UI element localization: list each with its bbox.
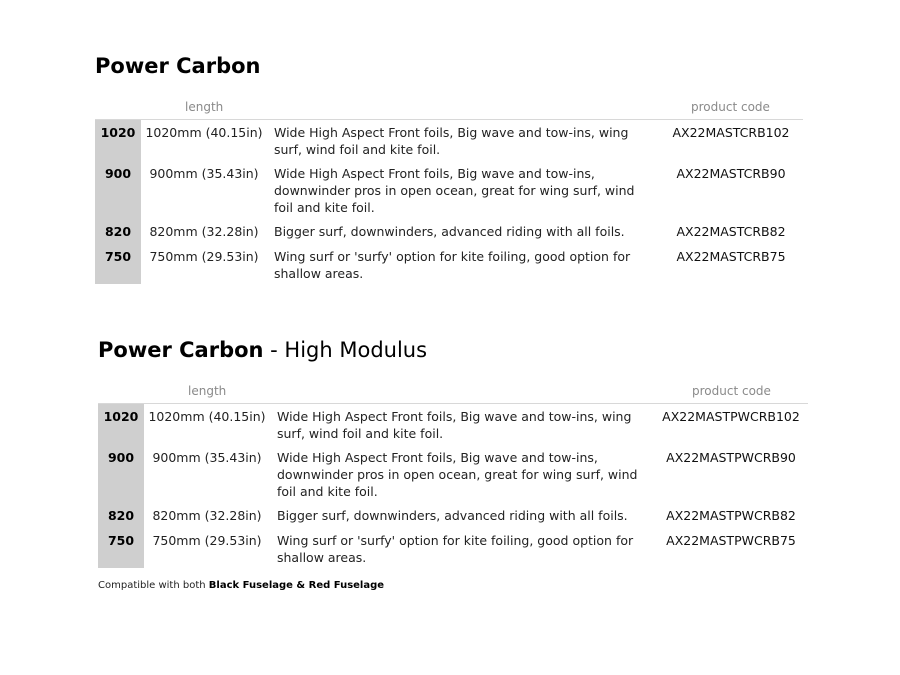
length-cell: 900mm (35.43in) [149,166,259,181]
power-carbon-high-modulus-table [98,336,810,576]
product-code-cell: AX22MASTCRB102 [672,125,790,140]
description-cell: Wide High Aspect Front foils, Big wave and tow-ins, downwinder pros in open ocean, great for wing surf, wind foil and kite foil. [274,166,635,215]
section-title-light: - High Modulus [263,338,428,362]
length-cell: 900mm (35.43in) [152,450,262,465]
length-cell: 1020mm (40.15in) [148,409,266,424]
length-header: length [188,384,227,398]
footnote-bold: Black Fuselage & Red Fuselage [208,580,385,591]
description-cell: Bigger surf, downwinders, advanced riding with all foils. [277,508,628,523]
product-code-cell: AX22MASTCRB75 [676,249,786,264]
product-code-cell: AX22MASTPWCRB102 [662,409,800,424]
section-title-bold: Power Carbon [98,338,264,362]
description-cell: Wide High Aspect Front foils, Big wave and tow-ins, wing surf, wind foil and kite foil. [274,125,629,157]
length-cell: 1020mm (40.15in) [145,125,263,140]
length-cell: 750mm (29.53in) [152,533,262,548]
section-title-bold: Power Carbon [95,54,261,78]
description-cell: Wide High Aspect Front foils, Big wave and tow-ins, wing surf, wind foil and kite foil. [277,409,632,441]
product-code-cell: AX22MASTCRB90 [676,166,786,181]
product-code-header: product code [692,384,771,398]
header-divider [95,119,803,120]
size-cell: 1020 [103,409,139,424]
length-cell: 750mm (29.53in) [149,249,259,264]
length-header: length [185,100,224,114]
size-cell: 750 [107,533,135,548]
size-cell: 1020 [100,125,136,140]
power-carbon-table [95,52,805,292]
size-cell: 750 [104,249,132,264]
length-cell: 820mm (32.28in) [152,508,262,523]
product-code-cell: AX22MASTPWCRB82 [666,508,796,523]
footnote-prefix: Compatible with both [98,580,209,591]
description-cell: Wide High Aspect Front foils, Big wave and tow-ins, downwinder pros in open ocean, great for wing surf, wind foil and kite foil. [277,450,638,499]
compatibility-footnote [98,580,384,591]
description-cell: Wing surf or 'surfy' option for kite foiling, good option for shallow areas. [274,249,631,281]
product-code-cell: AX22MASTPWCRB90 [666,450,796,465]
header-divider [98,403,808,404]
section-title [95,54,260,78]
size-cell: 820 [104,224,132,239]
size-cell: 820 [107,508,135,523]
description-cell: Bigger surf, downwinders, advanced riding with all foils. [274,224,625,239]
section-title [98,338,427,362]
product-code-header: product code [691,100,770,114]
size-cell: 900 [104,166,132,181]
product-code-cell: AX22MASTCRB82 [676,224,786,239]
product-code-cell: AX22MASTPWCRB75 [666,533,796,548]
description-cell: Wing surf or 'surfy' option for kite foiling, good option for shallow areas. [277,533,634,565]
size-cell: 900 [107,450,135,465]
length-cell: 820mm (32.28in) [149,224,259,239]
